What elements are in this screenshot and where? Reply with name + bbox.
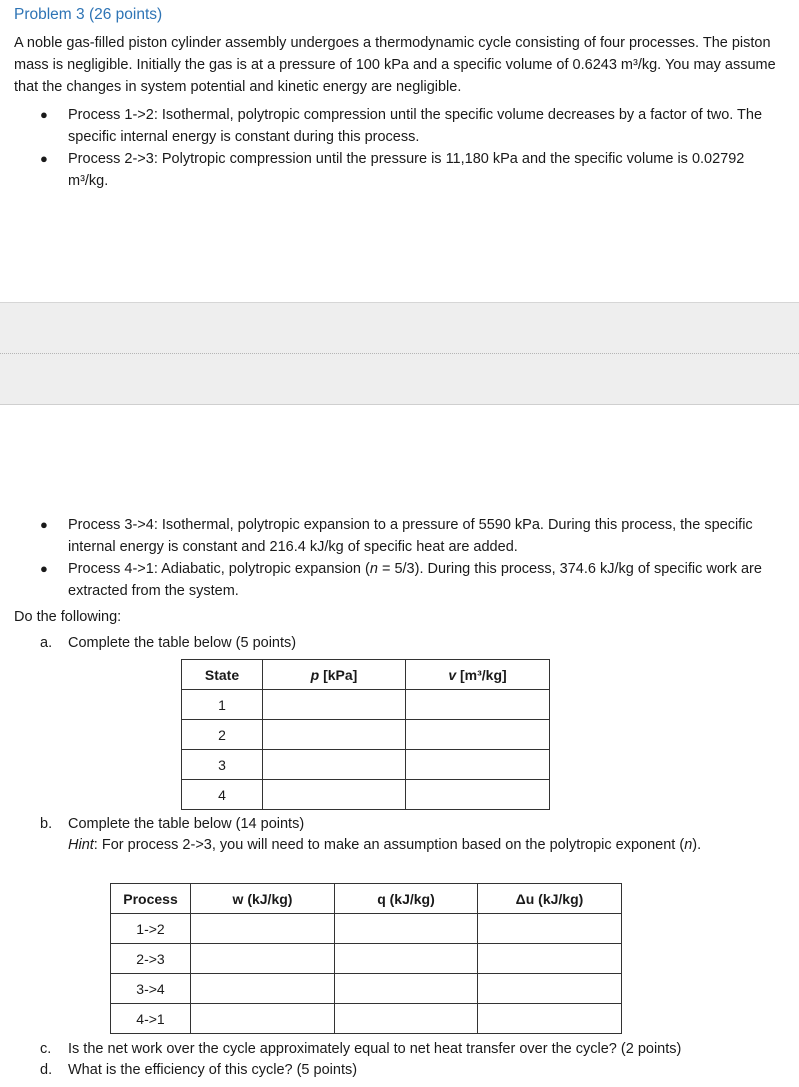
pressure-header: p [kPa] [263, 660, 406, 690]
bullet-icon: ● [40, 107, 48, 122]
specific-volume-header: v [m³/kg] [406, 660, 550, 690]
answer-area-band [0, 302, 799, 405]
process-2-3-text: Process 2->3: Polytropic compression until the pressure is 11,180 kPa and the specific volume is 0.02792 m³/kg. [68, 151, 745, 189]
state-cell: 2 [182, 720, 263, 750]
dotted-divider [0, 353, 799, 354]
heat-cell[interactable] [335, 914, 478, 944]
process-cell: 1->2 [111, 914, 191, 944]
table-row [182, 780, 550, 810]
volume-cell[interactable] [406, 750, 550, 780]
process-list-top [0, 104, 780, 192]
process-list-bottom [0, 514, 780, 602]
state-cell: 3 [182, 750, 263, 780]
part-a [40, 632, 296, 654]
part-b [40, 813, 304, 835]
bullet-icon: ● [40, 517, 48, 532]
part-d [40, 1059, 357, 1081]
process-4-1-text-post: = 5/3). During this process, 374.6 kJ/kg of specific work are extracted from the system. [68, 561, 762, 599]
process-1-2-text: Process 1->2: Isothermal, polytropic compression until the specific volume decreases by a factor of two. The specific internal energy is constant during this process. [68, 107, 763, 145]
process-cell: 4->1 [111, 1004, 191, 1034]
list-item [0, 558, 780, 602]
volume-cell[interactable] [406, 690, 550, 720]
internal-energy-cell[interactable] [478, 914, 622, 944]
state-cell: 4 [182, 780, 263, 810]
process-cell: 3->4 [111, 974, 191, 1004]
heat-cell[interactable] [335, 944, 478, 974]
part-c-label: c. [40, 1041, 52, 1057]
process-3-4-text: Process 3->4: Isothermal, polytropic expansion to a pressure of 5590 kPa. During this process, the specific internal energy is constant and 216.4 kJ/kg of specific heat are added. [68, 517, 753, 555]
state-table [181, 659, 550, 810]
volume-cell[interactable] [406, 720, 550, 750]
process-table [110, 883, 622, 1034]
internal-energy-cell[interactable] [478, 944, 622, 974]
part-b-label: b. [40, 816, 53, 832]
pressure-cell[interactable] [263, 780, 406, 810]
volume-cell[interactable] [406, 780, 550, 810]
list-item [0, 104, 780, 148]
table-row [182, 750, 550, 780]
polytropic-n-symbol: n [684, 837, 693, 853]
heat-cell[interactable] [335, 1004, 478, 1034]
table-row [111, 944, 622, 974]
internal-energy-cell[interactable] [478, 1004, 622, 1034]
table-row [182, 720, 550, 750]
part-c-text: Is the net work over the cycle approximately equal to net heat transfer over the cycle? (2 points) [68, 1041, 682, 1057]
problem-title: Problem 3 (26 points) [14, 6, 163, 23]
bullet-icon: ● [40, 151, 48, 166]
internal-energy-header: Δu (kJ/kg) [478, 884, 622, 914]
list-item [0, 148, 780, 192]
list-item [0, 514, 780, 558]
heat-cell[interactable] [335, 974, 478, 1004]
internal-energy-cell[interactable] [478, 974, 622, 1004]
work-header: w (kJ/kg) [191, 884, 335, 914]
part-c [40, 1038, 681, 1060]
work-cell[interactable] [191, 974, 335, 1004]
table-row [111, 974, 622, 1004]
part-a-text: Complete the table below (5 points) [68, 635, 297, 651]
part-a-label: a. [40, 635, 53, 651]
state-cell: 1 [182, 690, 263, 720]
heat-header: q (kJ/kg) [335, 884, 478, 914]
bullet-icon: ● [40, 561, 48, 576]
problem-intro: A noble gas-filled piston cylinder assembly undergoes a thermodynamic cycle consisting of four processes. The piston mass is negligible. Initially the gas is at a pressure of 100 kPa and a specific volume of 0.6243 m³/kg. You may assume that the changes in system potential and kinetic energy are negligible. [14, 35, 776, 95]
process-4-1-text-pre: Process 4->1: Adiabatic, polytropic expansion ( [68, 561, 370, 577]
pressure-cell[interactable] [263, 750, 406, 780]
pressure-cell[interactable] [263, 720, 406, 750]
process-cell: 2->3 [111, 944, 191, 974]
part-d-text: What is the efficiency of this cycle? (5 points) [68, 1062, 358, 1078]
hint-text: Hint: For process 2->3, you will need to make an assumption based on the polytropic exponent (n). [68, 837, 702, 853]
work-cell[interactable] [191, 1004, 335, 1034]
hint-label: Hint [68, 837, 94, 853]
process-header: Process [111, 884, 191, 914]
pressure-cell[interactable] [263, 690, 406, 720]
polytropic-n-symbol: n [369, 561, 378, 577]
state-header: State [182, 660, 263, 690]
table-row [111, 1004, 622, 1034]
instructions-heading: Do the following: [14, 609, 122, 625]
part-b-text: Complete the table below (14 points) [68, 816, 305, 832]
part-d-label: d. [40, 1062, 53, 1078]
work-cell[interactable] [191, 914, 335, 944]
work-cell[interactable] [191, 944, 335, 974]
table-row [111, 914, 622, 944]
table-row [182, 690, 550, 720]
